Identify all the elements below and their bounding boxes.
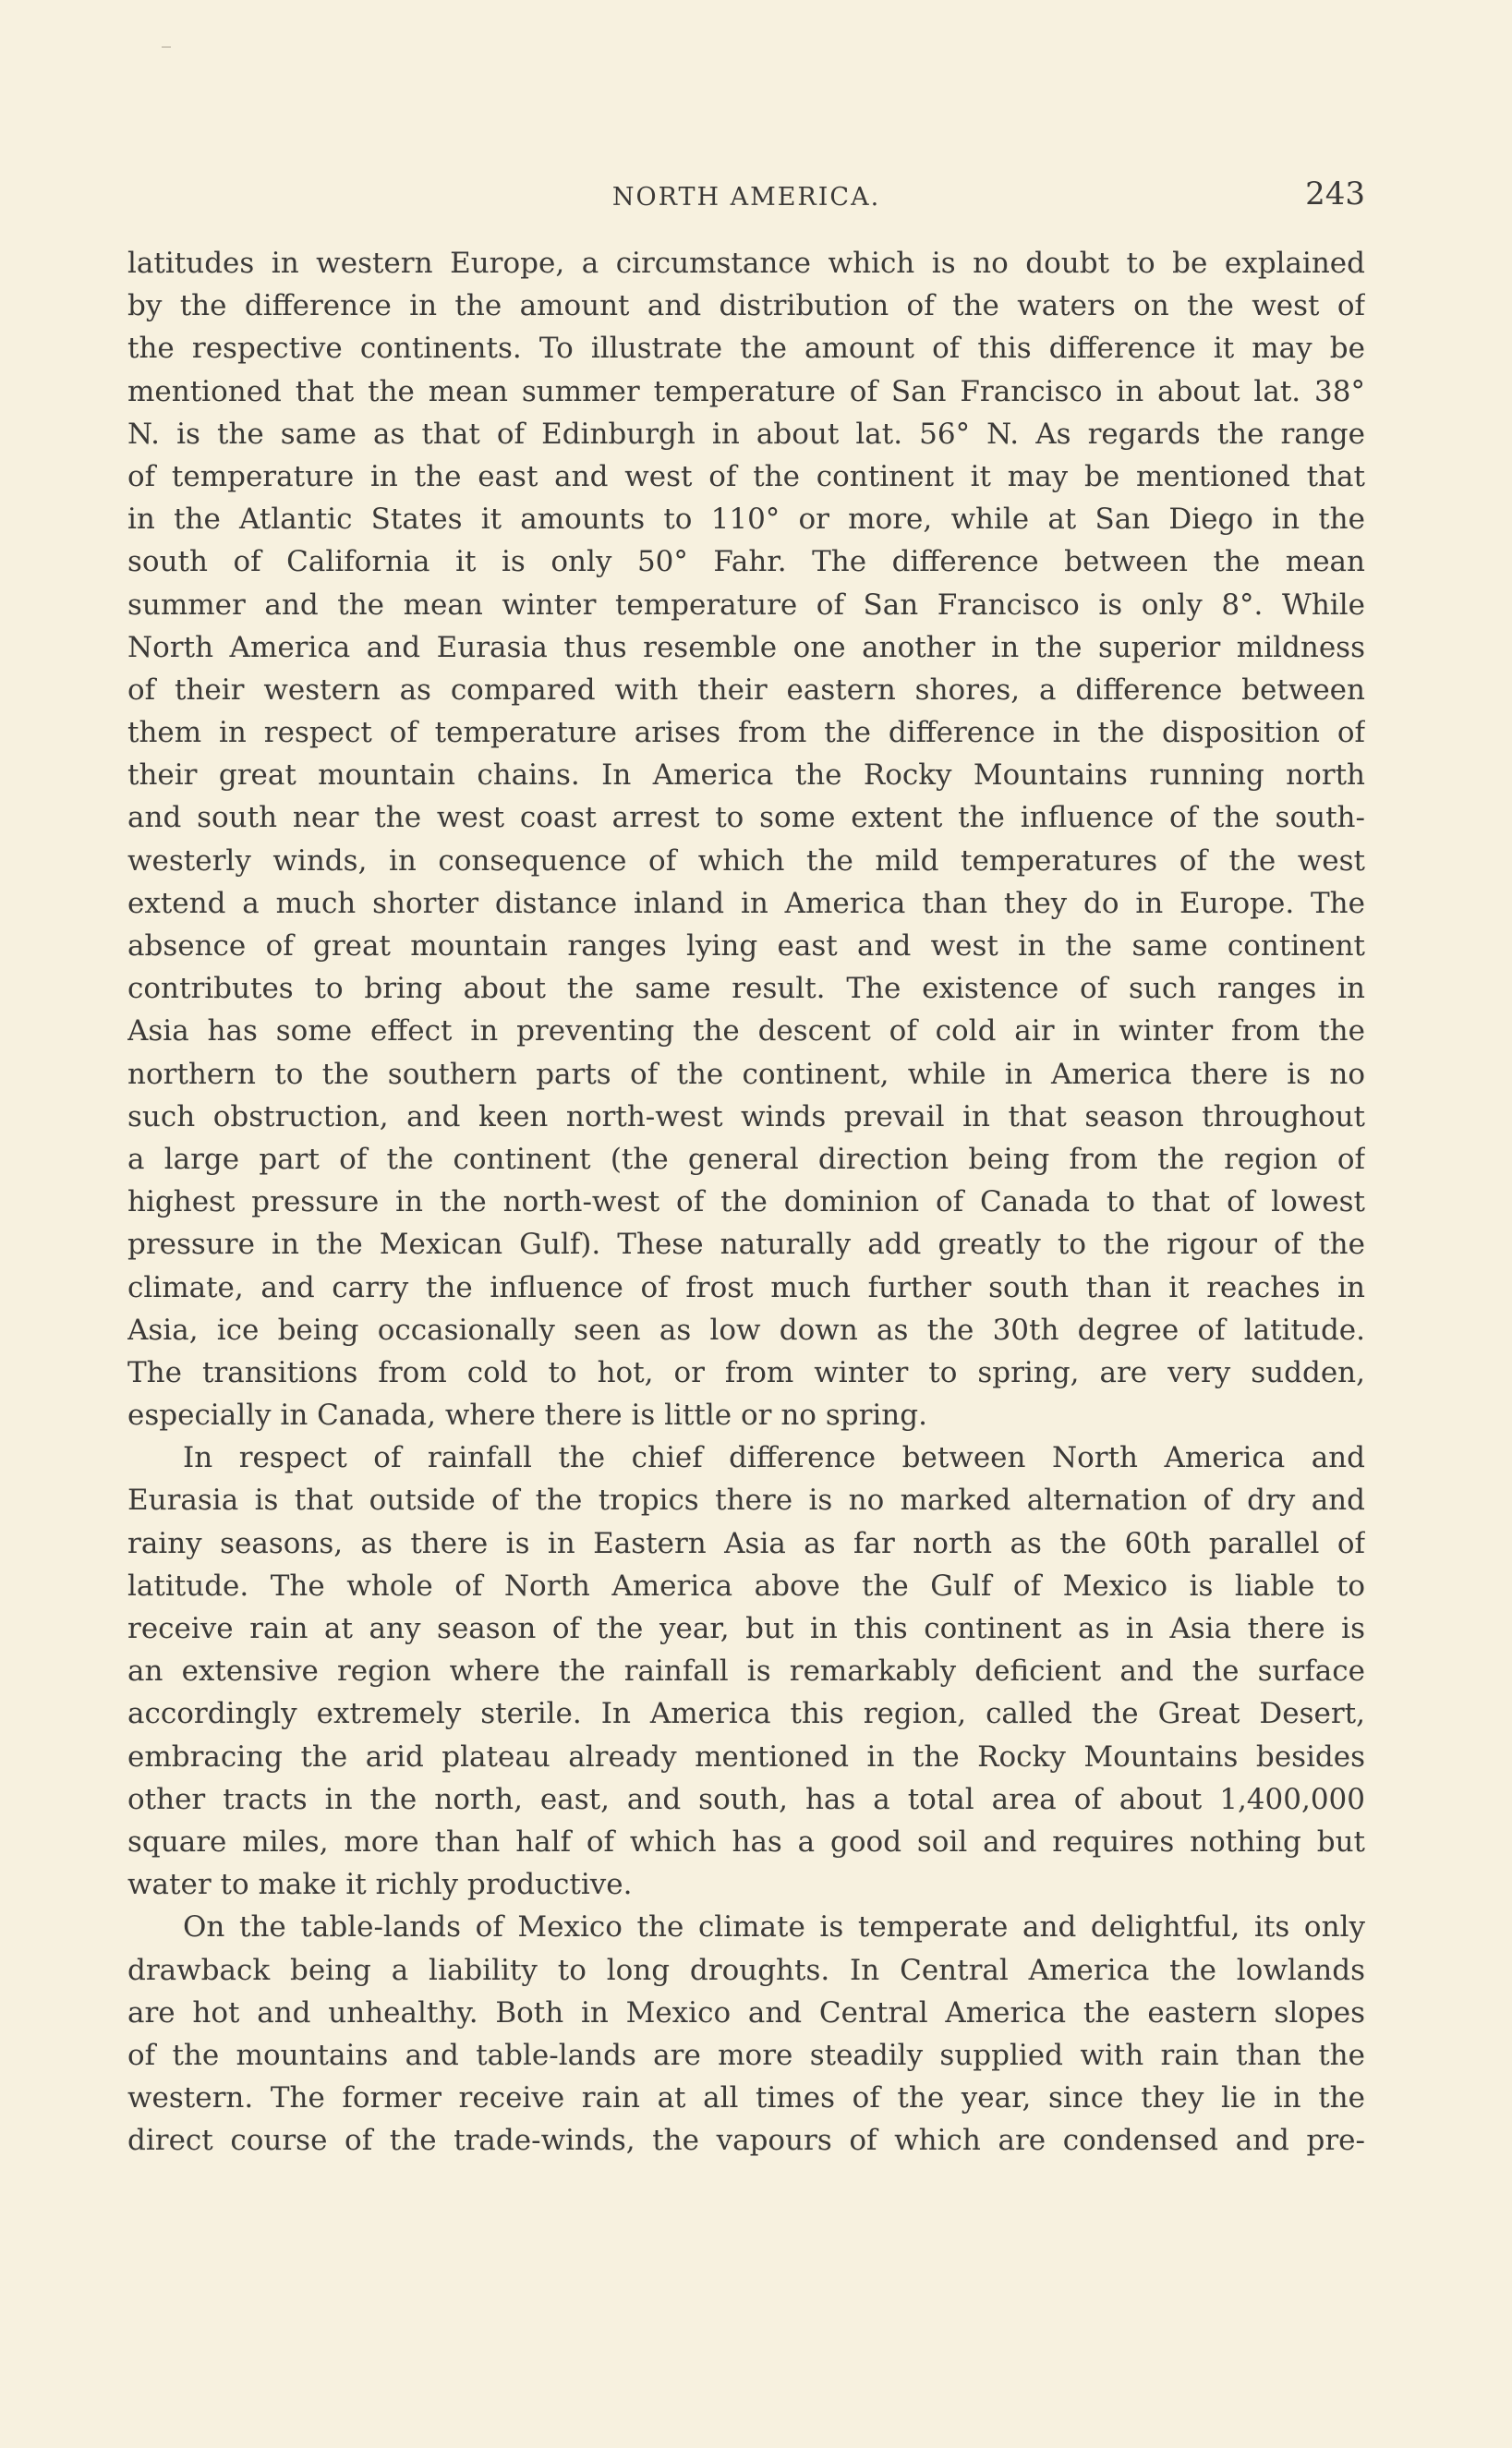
- text-line: North America and Eurasia thus resemble one another in the superior mildness: [127, 630, 1365, 664]
- page-number: 243: [1305, 176, 1365, 212]
- text-line: such obstruction, and keen north-west winds prevail in that season throughout: [127, 1099, 1365, 1133]
- paragraph-end-line: water to make it richly productive.: [127, 1868, 633, 1902]
- text-line: other tracts in the north, east, and south, has a total area of about 1,400,000: [127, 1782, 1365, 1816]
- text-line: of the mountains and table-lands are more steadily supplied with rain than the: [127, 2038, 1365, 2072]
- text-line: square miles, more than half of which has a good soil and requires nothing but: [127, 1824, 1365, 1859]
- text-line: embracing the arid plateau already mentioned in the Rocky Mountains besides: [127, 1739, 1365, 1774]
- text-line: them in respect of temperature arises from the difference in the disposition of: [127, 716, 1365, 750]
- text-line: The transitions from cold to hot, or from winter to spring, are very sudden,: [127, 1355, 1365, 1389]
- text-line: an extensive region where the rainfall is remarkably deficient and the surface: [127, 1654, 1365, 1689]
- scan-speck: [162, 46, 171, 48]
- text-line: rainy seasons, as there is in Eastern Asia as far north as the 60th parallel of: [127, 1526, 1365, 1560]
- text-line: are hot and unhealthy. Both in Mexico and Central America the eastern slopes: [127, 1995, 1365, 2030]
- text-line: westerly winds, in consequence of which the mild temperatures of the west: [127, 843, 1365, 878]
- text-line: in the Atlantic States it amounts to 110° or more, while at San Diego in the: [127, 503, 1365, 537]
- text-line: receive rain at any season of the year, but in this continent as in Asia there is: [127, 1612, 1365, 1645]
- text-line: latitude. The whole of North America above the Gulf of Mexico is liable to: [127, 1569, 1365, 1603]
- text-line: latitudes in western Europe, a circumstance which is no doubt to be explained: [127, 247, 1365, 280]
- text-line: Eurasia is that outside of the tropics there is no marked alternation of dry and: [127, 1484, 1365, 1518]
- text-line: contributes to bring about the same result. The existence of such ranges in: [127, 972, 1365, 1006]
- text-line: summer and the mean winter temperature of San Francisco is only 8°. While: [127, 588, 1365, 622]
- text-line: western. The former receive rain at all times of the year, since they lie in the: [127, 2081, 1365, 2115]
- text-line: Asia, ice being occasionally seen as low down as the 30th degree of latitude.: [127, 1313, 1365, 1347]
- text-line: the respective continents. To illustrate the amount of this difference it may be: [127, 332, 1365, 366]
- text-line: south of California it is only 50° Fahr. The difference between the mean: [127, 545, 1365, 579]
- text-line: drawback being a liability to long droughts. In Central America the lowlands: [127, 1953, 1365, 1987]
- text-line: a large part of the continent (the general direction being from the region of: [127, 1142, 1365, 1176]
- text-line: by the difference in the amount and distribution of the waters on the west of: [127, 289, 1365, 323]
- text-line: highest pressure in the north-west of the dominion of Canada to that of lowest: [127, 1185, 1365, 1219]
- text-line: pressure in the Mexican Gulf). These naturally add greatly to the rigour of the: [127, 1228, 1365, 1262]
- body-text: [127, 242, 1365, 2162]
- text-line: and south near the west coast arrest to some extent the influence of the south-: [127, 801, 1365, 835]
- text-line: N. is the same as that of Edinburgh in about lat. 56° N. As regards the range: [127, 417, 1365, 451]
- paragraph-start-line: In respect of rainfall the chief difference between North America and: [183, 1441, 1365, 1475]
- text-line: Asia has some effect in preventing the descent of cold air in winter from the: [127, 1014, 1365, 1048]
- text-line: northern to the southern parts of the continent, while in America there is no: [127, 1057, 1365, 1091]
- paragraph-start-line: On the table-lands of Mexico the climate is temperate and delightful, its only: [183, 1910, 1365, 1945]
- text-line: accordingly extremely sterile. In America this region, called the Great Desert,: [127, 1697, 1365, 1731]
- text-line: climate, and carry the influence of frost much further south than it reaches in: [127, 1270, 1365, 1304]
- text-line: of temperature in the east and west of the continent it may be mentioned that: [127, 459, 1365, 493]
- text-line: extend a much shorter distance inland in America than they do in Europe. The: [127, 886, 1365, 920]
- running-title: NORTH AMERICA.: [611, 183, 881, 212]
- text-line: direct course of the trade-winds, the vapours of which are condensed and pre-: [127, 2124, 1365, 2158]
- text-line: of their western as compared with their eastern shores, a difference between: [127, 673, 1365, 707]
- text-line: their great mountain chains. In America the Rocky Mountains running north: [127, 758, 1365, 793]
- text-line: absence of great mountain ranges lying east and west in the same continent: [127, 929, 1365, 963]
- paragraph-end-line: especially in Canada, where there is little or no spring.: [127, 1399, 927, 1433]
- text-line: mentioned that the mean summer temperature of San Francisco in about lat. 38°: [127, 374, 1365, 408]
- running-head: [127, 176, 1365, 212]
